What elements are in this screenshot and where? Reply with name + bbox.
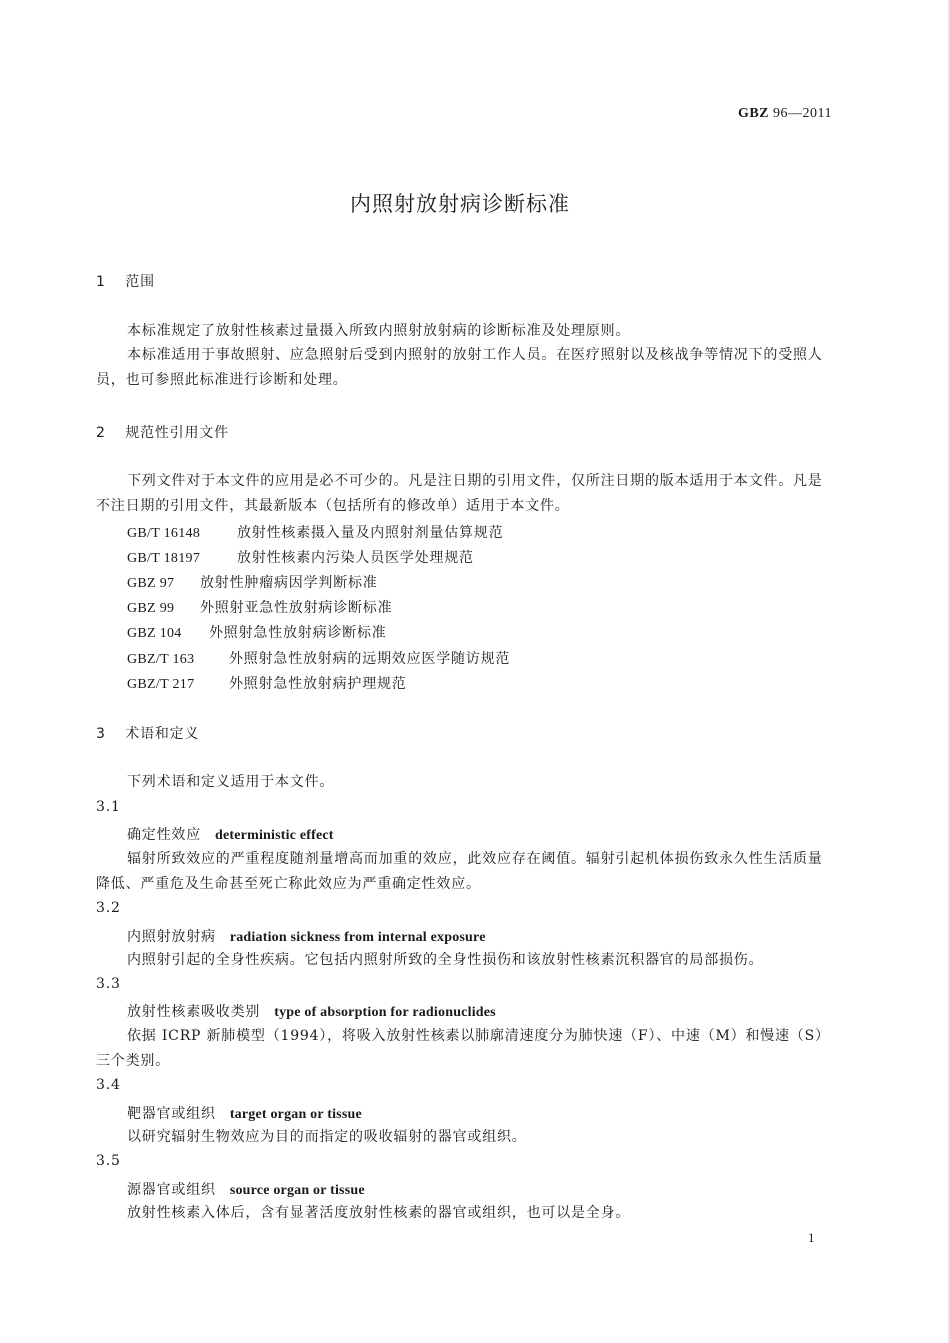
term-definition: 依据 ICRP 新肺模型（1994），将吸入放射性核素以肺廓清速度分为肺快速（F）、中速（M）和慢速（S）三个类别。 <box>96 1028 830 1069</box>
section-title: 规范性引用文件 <box>125 425 229 441</box>
term-en: type of absorption for radionuclides <box>274 1005 496 1020</box>
reference-code: GBZ/T 163 <box>127 652 195 667</box>
term-number: 3.4 <box>96 1077 121 1093</box>
term-zh: 内照射放射病 <box>127 929 216 945</box>
reference-code: GBZ 104 <box>127 626 182 641</box>
page-number: 1 <box>808 1230 815 1245</box>
reference-item <box>127 547 474 567</box>
section-title: 范围 <box>125 274 155 290</box>
reference-title: 外照射急性放射病的远期效应医学随访规范 <box>229 651 511 667</box>
term-number: 3.5 <box>96 1153 121 1169</box>
section-1-paragraph-1: 本标准规定了放射性核素过量摄入所致内照射放射病的诊断标准及处理原则。 <box>127 323 631 339</box>
section-number: 2 <box>96 425 106 441</box>
term-zh: 靶器官或组织 <box>127 1106 216 1122</box>
section-title: 术语和定义 <box>125 726 200 742</box>
term-definition: 辐射所致效应的严重程度随剂量增高而加重的效应，此效应存在阈值。辐射引起机体损伤致永久性生活质量降低、严重危及生命甚至死亡称此效应为严重确定性效应。 <box>96 851 823 892</box>
section-number: 3 <box>96 726 106 742</box>
reference-code: GB/T 18197 <box>127 551 201 566</box>
term-heading <box>127 824 334 844</box>
reference-item <box>127 648 510 668</box>
reference-title: 外照射急性放射病护理规范 <box>229 676 407 692</box>
section-1-paragraph-2: 本标准适用于事故照射、应急照射后受到内照射的放射工作人员。在医疗照射以及核战争等情况下的受照人员，也可参照此标准进行诊断和处理。 <box>96 347 823 388</box>
reference-code: GBZ 97 <box>127 576 175 591</box>
term-heading <box>127 1179 365 1199</box>
term-heading <box>127 1001 496 1021</box>
code-number: 96—2011 <box>773 106 832 121</box>
term-number: 3.1 <box>96 799 121 815</box>
term-definition: 以研究辐射生物效应为目的而指定的吸收辐射的器官或组织。 <box>127 1129 527 1145</box>
term-definition: 内照射引起的全身性疾病。它包括内照射所致的全身性损伤和该放射性核素沉积器官的局部损伤。 <box>127 952 764 968</box>
reference-title: 外照射亚急性放射病诊断标准 <box>200 600 393 616</box>
reference-item <box>127 522 503 542</box>
reference-item <box>127 572 378 592</box>
section-2-heading <box>96 422 229 442</box>
term-zh: 确定性效应 <box>127 827 201 843</box>
reference-item <box>127 673 407 693</box>
term-en: deterministic effect <box>215 828 334 843</box>
reference-code: GBZ/T 217 <box>127 677 195 692</box>
term-en: target organ or tissue <box>229 1107 362 1122</box>
code-prefix: GBZ <box>737 106 770 121</box>
term-en: radiation sickness from internal exposure <box>229 930 486 945</box>
section-number: 1 <box>96 274 106 290</box>
reference-title: 放射性核素摄入量及内照射剂量估算规范 <box>237 525 504 541</box>
reference-code: GB/T 16148 <box>127 526 201 541</box>
term-zh: 源器官或组织 <box>127 1182 216 1198</box>
reference-code: GBZ 99 <box>127 601 175 616</box>
reference-item <box>127 622 387 642</box>
document-title: 内照射放射病诊断标准 <box>350 192 570 216</box>
standard-code <box>738 106 832 122</box>
term-zh: 放射性核素吸收类别 <box>127 1004 261 1020</box>
section-3-intro: 下列术语和定义适用于本文件。 <box>127 774 335 790</box>
section-1-heading <box>96 271 155 291</box>
reference-item <box>127 597 392 617</box>
term-number: 3.3 <box>96 976 121 992</box>
section-2-intro: 下列文件对于本文件的应用是必不可少的。凡是注日期的引用文件，仅所注日期的版本适用于本文件。凡是不注日期的引用文件，其最新版本（包括所有的修改单）适用于本文件。 <box>96 473 823 514</box>
reference-title: 放射性肿瘤病因学判断标准 <box>200 575 378 591</box>
term-number: 3.2 <box>96 900 121 916</box>
term-heading <box>127 1103 362 1123</box>
reference-title: 放射性核素内污染人员医学处理规范 <box>237 550 474 566</box>
term-definition: 放射性核素入体后，含有显著活度放射性核素的器官或组织，也可以是全身。 <box>127 1205 631 1221</box>
reference-title: 外照射急性放射病诊断标准 <box>209 625 387 641</box>
term-heading <box>127 926 486 946</box>
section-3-heading <box>96 723 199 743</box>
term-en: source organ or tissue <box>229 1183 365 1198</box>
